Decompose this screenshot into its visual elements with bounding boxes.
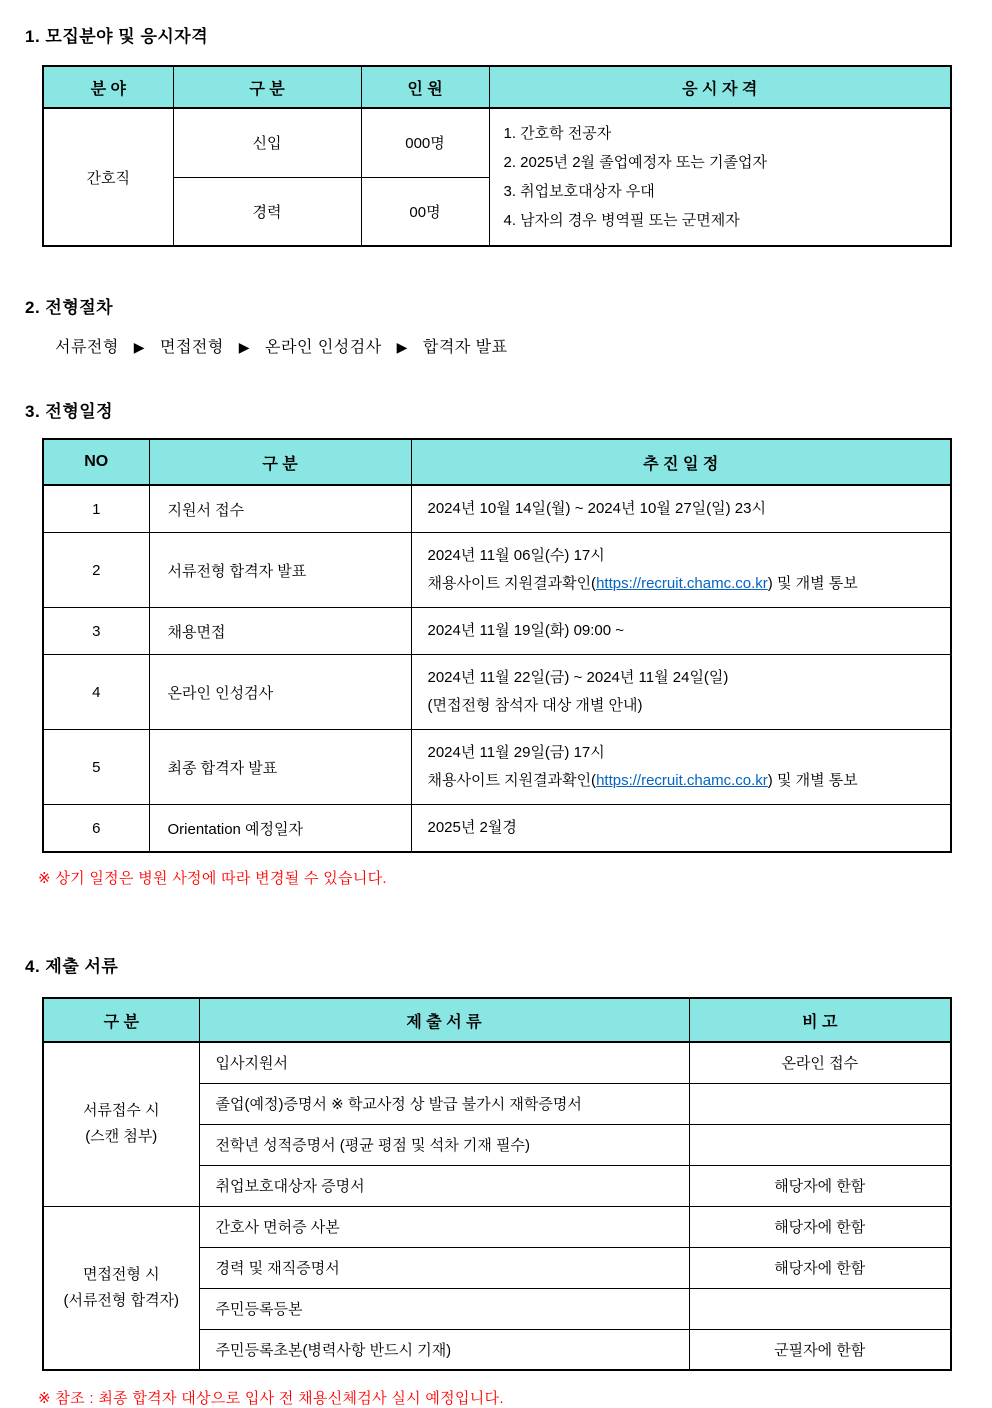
recruit-header-count: 인 원 — [361, 66, 489, 108]
arrow-right-icon: ▶ — [133, 339, 146, 355]
process-step: 합격자 발표 — [422, 339, 508, 356]
timeline-line: 2024년 11월 19일(화) 09:00 ~ — [427, 622, 625, 639]
schedule-timeline-cell — [411, 655, 951, 730]
qualification-line: 4. 남자의 경우 병역필 또는 군면제자 — [503, 212, 740, 229]
recruit-table — [42, 65, 952, 247]
recruit-type-cell: 신입 — [173, 108, 361, 177]
document-cell: 졸업(예정)증명서 ※ 학교사정 상 발급 불가시 재학증명서 — [199, 1083, 689, 1124]
recruit-header-qualification: 응 시 자 격 — [489, 66, 951, 108]
section-title-documents: 4. 제출 서류 — [25, 957, 119, 976]
documents-group-label — [43, 1042, 199, 1206]
group-label-line: (서류전형 합격자) — [63, 1291, 180, 1309]
table-row — [43, 805, 951, 853]
schedule-category-cell: 지원서 접수 — [149, 485, 411, 533]
recruit-site-link[interactable]: https://recruit.chamc.co.kr — [596, 575, 768, 592]
schedule-no-cell: 2 — [43, 533, 149, 608]
table-row — [43, 655, 951, 730]
schedule-header-no: NO — [43, 439, 149, 485]
schedule-category-cell: Orientation 예정일자 — [149, 805, 411, 853]
documents-header-category: 구 분 — [43, 998, 199, 1042]
arrow-right-icon: ▶ — [238, 339, 251, 355]
table-row — [43, 1042, 951, 1083]
process-step: 온라인 인성검사 — [265, 339, 382, 356]
timeline-line: 2024년 10월 14일(월) ~ 2024년 10월 27일(일) 23시 — [427, 500, 766, 517]
table-row — [43, 730, 951, 805]
recruit-type-cell: 경력 — [173, 177, 361, 246]
table-row — [43, 108, 951, 177]
schedule-note: ※ 상기 일정은 병원 사정에 따라 변경될 수 있습니다. — [38, 870, 387, 887]
group-label-line: 서류접수 시 — [82, 1102, 160, 1120]
schedule-header-timeline: 추 진 일 정 — [411, 439, 951, 485]
timeline-line: 2024년 11월 29일(금) 17시 — [427, 744, 605, 761]
table-row — [43, 1206, 951, 1247]
schedule-table — [42, 438, 952, 853]
documents-note: ※ 참조 : 최종 합격자 대상으로 입사 전 채용신체검사 실시 예정입니다. — [38, 1390, 504, 1407]
schedule-no-cell: 4 — [43, 655, 149, 730]
timeline-line: (면접전형 참석자 대상 개별 안내) — [427, 697, 643, 714]
timeline-line: 2025년 2월경 — [427, 819, 517, 836]
document-cell: 취업보호대상자 증명서 — [199, 1165, 689, 1206]
schedule-timeline-cell — [411, 730, 951, 805]
remark-cell: 군필자에 한함 — [689, 1329, 951, 1370]
remark-cell — [689, 1124, 951, 1165]
documents-header-remark: 비 고 — [689, 998, 951, 1042]
schedule-timeline-cell — [411, 608, 951, 655]
recruit-header-type: 구 분 — [173, 66, 361, 108]
timeline-text: ) 및 개별 통보 — [767, 772, 858, 789]
schedule-category-cell: 채용면접 — [149, 608, 411, 655]
timeline-line — [428, 570, 945, 598]
table-row — [43, 608, 951, 655]
schedule-timeline-cell — [411, 533, 951, 608]
schedule-category-cell: 서류전형 합격자 발표 — [149, 533, 411, 608]
recruit-field-cell: 간호직 — [43, 108, 173, 246]
document-cell: 간호사 면허증 사본 — [199, 1206, 689, 1247]
qualification-line: 3. 취업보호대상자 우대 — [503, 183, 655, 200]
timeline-line — [428, 767, 945, 795]
document-cell: 주민등록등본 — [199, 1288, 689, 1329]
section-title-process: 2. 전형절차 — [25, 298, 114, 317]
schedule-timeline-cell — [411, 485, 951, 533]
process-step: 서류전형 — [55, 339, 119, 356]
recruit-header-field: 분 야 — [43, 66, 173, 108]
remark-cell — [689, 1083, 951, 1124]
group-label-line: (스캔 첨부) — [85, 1128, 158, 1146]
timeline-text: 채용사이트 지원결과확인( — [427, 772, 597, 789]
recruit-site-link[interactable]: https://recruit.chamc.co.kr — [596, 772, 768, 789]
timeline-text: ) 및 개별 통보 — [767, 575, 858, 592]
remark-cell: 해당자에 한함 — [689, 1206, 951, 1247]
remark-cell: 해당자에 한함 — [689, 1247, 951, 1288]
schedule-timeline-cell — [411, 805, 951, 853]
table-row — [43, 485, 951, 533]
arrow-right-icon: ▶ — [396, 339, 408, 355]
documents-table-header-row — [43, 998, 951, 1042]
qualification-line: 2. 2025년 2월 졸업예정자 또는 기졸업자 — [503, 154, 767, 171]
process-flow — [55, 334, 992, 357]
schedule-no-cell: 6 — [43, 805, 149, 853]
documents-header-document: 제 출 서 류 — [199, 998, 689, 1042]
process-step: 면접전형 — [160, 339, 224, 356]
timeline-line: 2024년 11월 22일(금) ~ 2024년 11월 24일(일) — [427, 669, 729, 686]
schedule-no-cell: 1 — [43, 485, 149, 533]
schedule-header-category: 구 분 — [149, 439, 411, 485]
schedule-table-header-row — [43, 439, 951, 485]
documents-group-label — [43, 1206, 199, 1370]
document-cell: 주민등록초본(병력사항 반드시 기재) — [199, 1329, 689, 1370]
document-cell: 전학년 성적증명서 (평균 평점 및 석차 기재 필수) — [199, 1124, 689, 1165]
document-cell: 입사지원서 — [199, 1042, 689, 1083]
schedule-no-cell: 5 — [43, 730, 149, 805]
schedule-no-cell: 3 — [43, 608, 149, 655]
recruit-count-cell: 000명 — [361, 108, 489, 177]
section-title-recruit: 1. 모집분야 및 응시자격 — [25, 27, 209, 46]
recruit-table-header-row — [43, 66, 951, 108]
schedule-category-cell: 온라인 인성검사 — [149, 655, 411, 730]
remark-cell: 온라인 접수 — [689, 1042, 951, 1083]
qualification-line: 1. 간호학 전공자 — [503, 125, 612, 142]
table-row — [43, 533, 951, 608]
schedule-category-cell: 최종 합격자 발표 — [149, 730, 411, 805]
recruit-qualification-cell — [489, 108, 951, 246]
documents-table — [42, 997, 952, 1371]
document-cell: 경력 및 재직증명서 — [199, 1247, 689, 1288]
remark-cell: 해당자에 한함 — [689, 1165, 951, 1206]
remark-cell — [689, 1288, 951, 1329]
group-label-line: 면접전형 시 — [82, 1265, 160, 1283]
timeline-line: 2024년 11월 06일(수) 17시 — [427, 547, 605, 564]
recruit-count-cell: 00명 — [361, 177, 489, 246]
section-title-schedule: 3. 전형일정 — [25, 402, 114, 421]
timeline-text: 채용사이트 지원결과확인( — [427, 575, 597, 592]
